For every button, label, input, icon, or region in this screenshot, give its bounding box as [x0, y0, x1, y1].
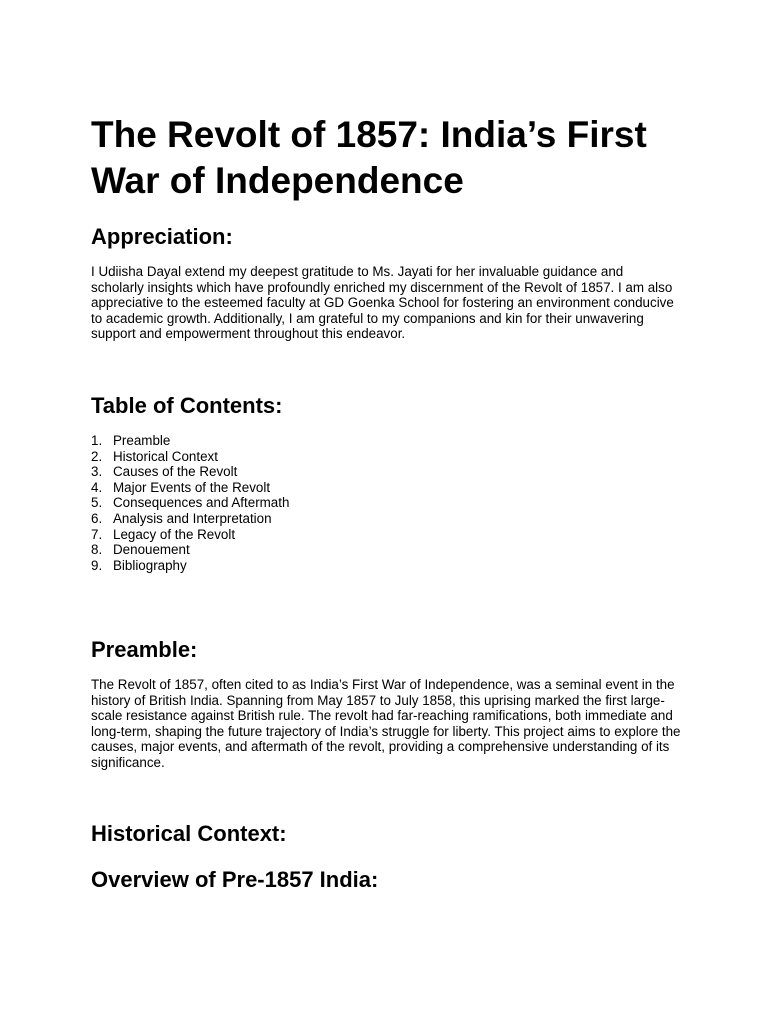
preamble-heading: Preamble:: [91, 637, 198, 662]
toc-item: 3. Causes of the Revolt: [91, 464, 238, 480]
toc-item: 5. Consequences and Aftermath: [91, 495, 290, 511]
document-title: The Revolt of 1857: India’s First War of Independence: [91, 114, 647, 201]
historical-context-heading: Historical Context:: [91, 821, 287, 846]
toc-item: 2. Historical Context: [91, 448, 218, 464]
toc-item: 4. Major Events of the Revolt: [91, 479, 271, 495]
toc-item: 8. Denouement: [91, 542, 190, 558]
toc-item: 1. Preamble: [91, 433, 171, 448]
pre-1857-overview-heading: Overview of Pre-1857 India:: [91, 867, 379, 892]
toc-item: 7. Legacy of the Revolt: [91, 526, 236, 542]
toc-item: 9. Bibliography: [91, 557, 187, 573]
toc-list: [91, 433, 289, 573]
toc-item: 6. Analysis and Interpretation: [91, 510, 272, 526]
appreciation-heading: Appreciation:: [91, 224, 233, 249]
appreciation-paragraph: I Udiisha Dayal extend my deepest gratitude to Ms. Jayati for her invaluable guidance and scholarly insights which have profoundly enriched my discernment of the Revolt of 1857. I am also appreciative to the esteemed faculty at GD Goenka School for fostering an environment conducive to academic growth. Additionally, I am grateful to my companions and kin for their unwavering support and empowerment throughout this endeavor.: [91, 264, 674, 342]
toc-heading: Table of Contents:: [91, 393, 283, 418]
preamble-paragraph: The Revolt of 1857, often cited to as India’s First War of Independence, was a seminal event in the history of British India. Spanning from May 1857 to July 1858, this uprising marked the first large-scale resistance against British rule. The revolt had far-reaching ramifications, both immediate and long-term, shaping the future trajectory of India’s struggle for liberty. This project aims to explore the causes, major events, and aftermath of the revolt, providing a comprehensive understanding of its significance.: [91, 677, 681, 770]
